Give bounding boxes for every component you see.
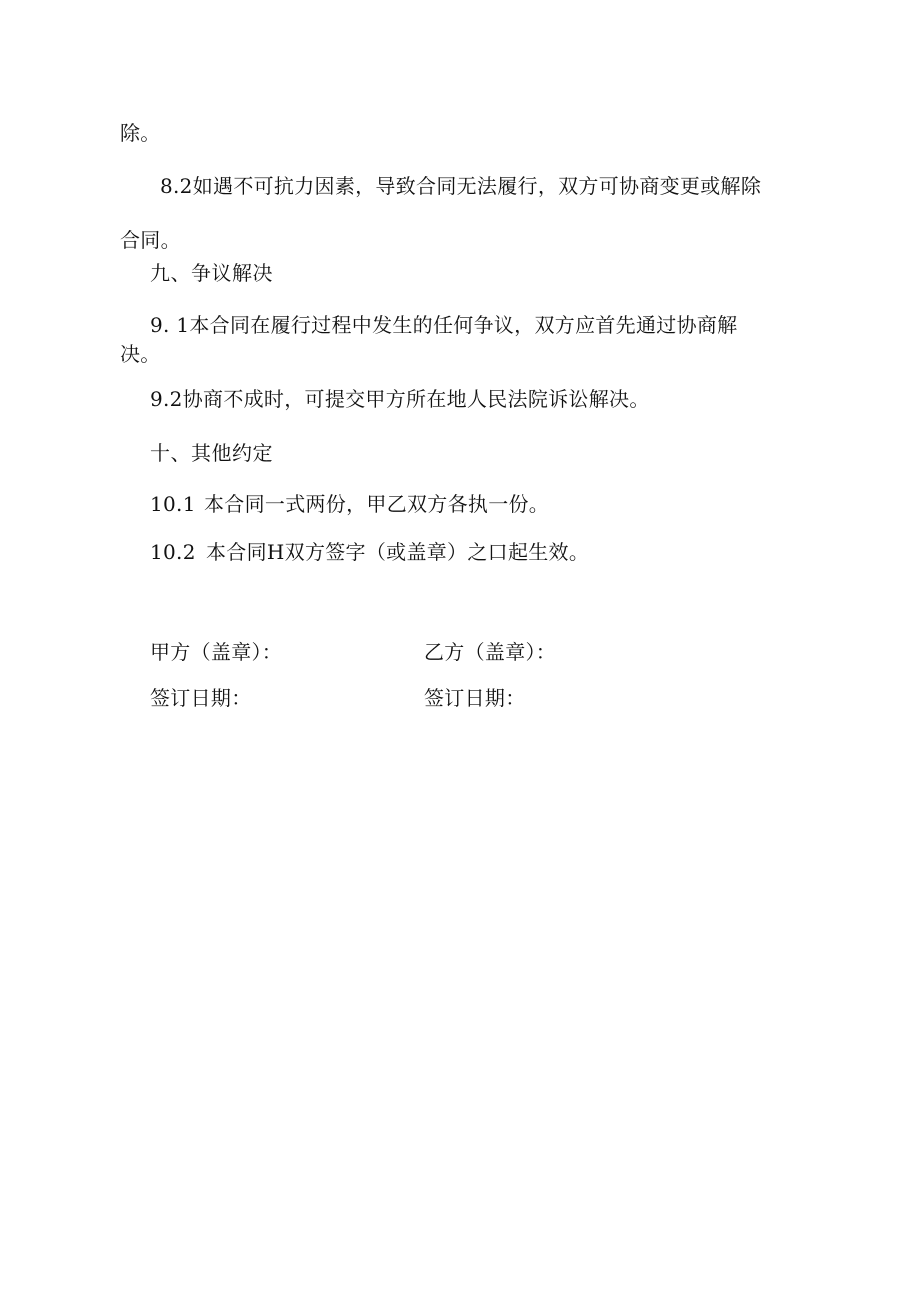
section-heading-text: 九、争议解决 — [150, 261, 273, 285]
clause-text: 本合同在履行过程中发生的任何争议，双方应首先通过协商解 — [189, 313, 738, 337]
clause-10-2 — [150, 540, 589, 564]
clause-number: 9. 1 — [150, 313, 190, 337]
clause-9-2 — [150, 387, 650, 411]
text-line: 除。 — [120, 121, 161, 145]
clause-10-1 — [150, 492, 549, 516]
clause-9-1-continuation — [120, 342, 161, 366]
section-heading-other-terms — [150, 441, 273, 465]
clause-text-continuation: 合同。 — [120, 228, 181, 252]
clause-text: 本合同一式两份，甲乙双方各执一份。 — [204, 492, 550, 516]
date-label: 签订日期： — [150, 686, 252, 710]
party-a-seal-label — [150, 640, 282, 664]
party-b-seal-label — [424, 640, 556, 664]
date-label: 签订日期： — [424, 686, 526, 710]
clause-number: 9.2 — [150, 387, 183, 411]
signature-label: 甲方（盖章）： — [150, 640, 283, 664]
clause-8-2 — [160, 174, 761, 198]
paragraph-continuation-removal — [120, 121, 161, 145]
section-heading-dispute-resolution — [150, 261, 273, 285]
clause-9-1 — [150, 313, 737, 337]
clause-number: 10.2 — [150, 540, 196, 564]
signature-label: 乙方（盖章）： — [424, 640, 557, 664]
clause-number: 8.2 — [160, 174, 193, 198]
clause-8-2-continuation — [120, 228, 181, 252]
party-a-date-label — [150, 686, 252, 710]
clause-number: 10.1 — [150, 492, 196, 516]
clause-text: 本合同H双方签字（或盖章）之口起生效。 — [206, 540, 590, 564]
clause-text: 协商不成时，可提交甲方所在地人民法院诉讼解决。 — [182, 387, 650, 411]
clause-text-continuation: 决。 — [120, 342, 161, 366]
clause-text: 如遇不可抗力因素，导致合同无法履行，双方可协商变更或解除 — [192, 174, 762, 198]
section-heading-text: 十、其他约定 — [150, 441, 273, 465]
party-b-date-label — [424, 686, 526, 710]
